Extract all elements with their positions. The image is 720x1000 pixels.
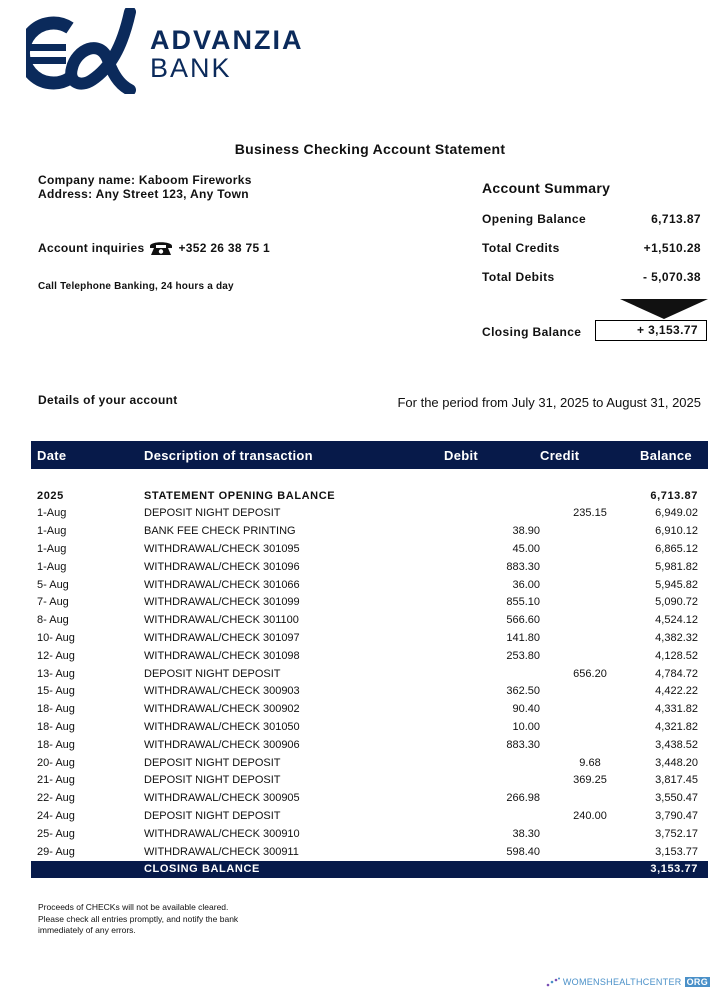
txn-debit: 45.00	[512, 543, 540, 556]
table-header-row	[31, 441, 708, 469]
watermark-text: WOMENSHEALTHCENTER	[562, 977, 682, 987]
txn-balance: 3,448.20	[655, 756, 698, 769]
txn-credit	[540, 522, 640, 540]
total-debits-value: - 5,070.38	[642, 270, 701, 284]
txn-description: DEPOSIT NIGHT DEPOSIT	[144, 810, 281, 823]
txn-credit	[540, 736, 640, 754]
txn-balance: 3,153.77	[655, 845, 698, 858]
txn-credit	[540, 683, 640, 701]
txn-date: 18- Aug	[37, 703, 75, 716]
table-row	[31, 754, 708, 772]
txn-debit: 855.10	[506, 596, 540, 609]
txn-debit: 36.00	[512, 578, 540, 591]
txn-debit: 362.50	[506, 685, 540, 698]
txn-date: 1-Aug	[37, 560, 67, 573]
txn-debit	[444, 772, 540, 790]
closing-balance: 3,153.77	[640, 861, 708, 879]
txn-date: 24- Aug	[37, 810, 75, 823]
txn-debit: 38.30	[512, 827, 540, 840]
txn-credit: 9.68	[579, 756, 601, 769]
brand-subname: BANK	[150, 53, 232, 83]
txn-description: WITHDRAWAL/CHECK 301100	[144, 614, 299, 627]
txn-debit	[444, 754, 540, 772]
txn-balance: 4,524.12	[655, 614, 698, 627]
txn-debit: 266.98	[506, 792, 540, 805]
table-row	[31, 505, 708, 523]
txn-debit: 141.80	[506, 632, 540, 645]
closing-balance-row	[31, 861, 708, 879]
opening-description: STATEMENT OPENING BALANCE	[144, 489, 336, 502]
opening-balance-label: Opening Balance	[482, 212, 587, 226]
txn-credit: 235.15	[573, 507, 607, 520]
txn-credit	[540, 576, 640, 594]
header-balance: Balance	[640, 441, 708, 469]
txn-description: WITHDRAWAL/CHECK 301098	[144, 649, 300, 662]
opening-balance: 6,713.87	[650, 489, 698, 502]
txn-debit: 598.40	[506, 845, 540, 858]
watermark-tld: ORG	[686, 977, 708, 987]
txn-credit: 656.20	[573, 667, 607, 680]
txn-date: 5- Aug	[37, 578, 69, 591]
watermark	[546, 977, 710, 987]
txn-balance: 3,790.47	[655, 810, 698, 823]
txn-credit	[540, 825, 640, 843]
table-row	[31, 522, 708, 540]
opening-balance-row	[31, 487, 708, 505]
table-row	[31, 683, 708, 701]
txn-description: WITHDRAWAL/CHECK 300905	[144, 792, 300, 805]
txn-description: WITHDRAWAL/CHECK 301096	[144, 560, 300, 573]
account-inquiries	[38, 240, 270, 256]
txn-credit	[540, 594, 640, 612]
txn-date: 20- Aug	[37, 756, 75, 769]
table-row	[31, 576, 708, 594]
txn-credit: 240.00	[573, 810, 607, 823]
txn-description: WITHDRAWAL/CHECK 300906	[144, 738, 300, 751]
txn-credit	[540, 700, 640, 718]
txn-date: 22- Aug	[37, 792, 75, 805]
opening-balance-value: 6,713.87	[651, 212, 701, 226]
txn-description: WITHDRAWAL/CHECK 300910	[144, 827, 300, 840]
txn-description: DEPOSIT NIGHT DEPOSIT	[144, 667, 281, 680]
txn-date: 1-Aug	[37, 543, 67, 556]
txn-date: 8- Aug	[37, 614, 69, 627]
txn-date: 25- Aug	[37, 827, 75, 840]
txn-description: WITHDRAWAL/CHECK 301050	[144, 721, 300, 734]
table-row	[31, 594, 708, 612]
header-debit: Debit	[444, 441, 540, 469]
table-row	[31, 700, 708, 718]
watermark-dots-icon	[546, 977, 560, 987]
txn-balance: 6,865.12	[655, 543, 698, 556]
txn-debit: 38.90	[512, 525, 540, 538]
header-credit: Credit	[540, 441, 640, 469]
down-arrow-icon	[620, 299, 708, 319]
closing-description: CLOSING BALANCE	[144, 861, 444, 879]
txn-date: 18- Aug	[37, 738, 75, 751]
telephone-icon	[149, 240, 173, 256]
txn-description: DEPOSIT NIGHT DEPOSIT	[144, 756, 281, 769]
txn-date: 10- Aug	[37, 632, 75, 645]
txn-date: 12- Aug	[37, 649, 75, 662]
txn-description: WITHDRAWAL/CHECK 301095	[144, 543, 300, 556]
txn-balance: 4,382.32	[655, 632, 698, 645]
txn-balance: 6,949.02	[655, 507, 698, 520]
txn-balance: 3,817.45	[655, 774, 698, 787]
table-row	[31, 540, 708, 558]
opening-year: 2025	[37, 489, 64, 502]
statement-period: For the period from July 31, 2025 to August 31, 2025	[397, 395, 701, 410]
bank-logo-icon	[26, 8, 138, 94]
txn-description: DEPOSIT NIGHT DEPOSIT	[144, 507, 281, 520]
txn-balance: 6,910.12	[655, 525, 698, 538]
txn-balance: 4,331.82	[655, 703, 698, 716]
txn-description: WITHDRAWAL/CHECK 300902	[144, 703, 300, 716]
txn-date: 21- Aug	[37, 774, 75, 787]
table-row	[31, 629, 708, 647]
table-row	[31, 843, 708, 861]
bank-phone-number: +352 26 38 75 1	[178, 241, 271, 255]
txn-credit: 369.25	[573, 774, 607, 787]
txn-credit	[540, 558, 640, 576]
account-details-label: Details of your account	[38, 393, 178, 407]
txn-date: 18- Aug	[37, 721, 75, 734]
table-row	[31, 718, 708, 736]
txn-description: WITHDRAWAL/CHECK 301097	[144, 632, 300, 645]
txn-balance: 4,321.82	[655, 721, 698, 734]
header-description: Description of transaction	[144, 441, 444, 469]
header-date: Date	[31, 441, 144, 469]
txn-debit: 883.30	[506, 560, 540, 573]
txn-credit	[540, 611, 640, 629]
txn-description: BANK FEE CHECK PRINTING	[144, 525, 296, 538]
txn-debit: 883.30	[506, 738, 540, 751]
txn-credit	[540, 843, 640, 861]
txn-credit	[540, 629, 640, 647]
table-row	[31, 807, 708, 825]
txn-balance: 3,550.47	[655, 792, 698, 805]
total-debits-label: Total Debits	[482, 270, 555, 284]
company-address: Address: Any Street 123, Any Town	[38, 187, 249, 201]
txn-date: 1-Aug	[37, 507, 67, 520]
account-summary-title: Account Summary	[482, 180, 611, 196]
txn-debit: 90.40	[512, 703, 540, 716]
txn-date: 29- Aug	[37, 845, 75, 858]
txn-balance: 5,945.82	[655, 578, 698, 591]
transactions-table	[31, 441, 708, 878]
txn-balance: 4,784.72	[655, 667, 698, 680]
txn-credit	[540, 718, 640, 736]
txn-description: WITHDRAWAL/CHECK 300903	[144, 685, 300, 698]
txn-date: 1-Aug	[37, 525, 67, 538]
txn-balance: 3,438.52	[655, 738, 698, 751]
closing-balance-label: Closing Balance	[482, 325, 582, 339]
footnote: Proceeds of CHECKs will not be available cleared. Please check all entries promptly, and notify the bank immediately of any errors.	[38, 902, 239, 935]
txn-date: 15- Aug	[37, 685, 75, 698]
txn-balance: 4,422.22	[655, 685, 698, 698]
table-row	[31, 789, 708, 807]
txn-description: WITHDRAWAL/CHECK 301099	[144, 596, 300, 609]
txn-description: WITHDRAWAL/CHECK 300911	[144, 845, 299, 858]
txn-date: 13- Aug	[37, 667, 75, 680]
txn-debit	[444, 505, 540, 523]
txn-balance: 4,128.52	[655, 649, 698, 662]
table-row	[31, 736, 708, 754]
inquiries-label: Account inquiries	[38, 241, 145, 255]
telephone-banking-note: Call Telephone Banking, 24 hours a day	[38, 281, 234, 292]
txn-debit: 10.00	[512, 721, 540, 734]
txn-debit: 566.60	[506, 614, 540, 627]
txn-credit	[540, 540, 640, 558]
document-title: Business Checking Account Statement	[234, 141, 506, 157]
txn-credit	[540, 647, 640, 665]
table-row	[31, 611, 708, 629]
total-credits-label: Total Credits	[482, 241, 560, 255]
table-row	[31, 772, 708, 790]
txn-debit: 253.80	[506, 649, 540, 662]
table-row	[31, 558, 708, 576]
txn-balance: 5,981.82	[655, 560, 698, 573]
txn-description: DEPOSIT NIGHT DEPOSIT	[144, 774, 281, 787]
total-credits-value: +1,510.28	[643, 241, 701, 255]
table-row	[31, 647, 708, 665]
txn-debit	[444, 807, 540, 825]
brand-name: ADVANZIA	[150, 25, 304, 55]
txn-credit	[540, 789, 640, 807]
company-name: Company name: Kaboom Fireworks	[38, 173, 252, 187]
txn-balance: 5,090.72	[655, 596, 698, 609]
txn-debit	[444, 665, 540, 683]
txn-balance: 3,752.17	[655, 827, 698, 840]
txn-date: 7- Aug	[37, 596, 69, 609]
table-row	[31, 665, 708, 683]
table-row	[31, 825, 708, 843]
txn-description: WITHDRAWAL/CHECK 301066	[144, 578, 300, 591]
closing-balance-value: + 3,153.77	[595, 320, 707, 341]
